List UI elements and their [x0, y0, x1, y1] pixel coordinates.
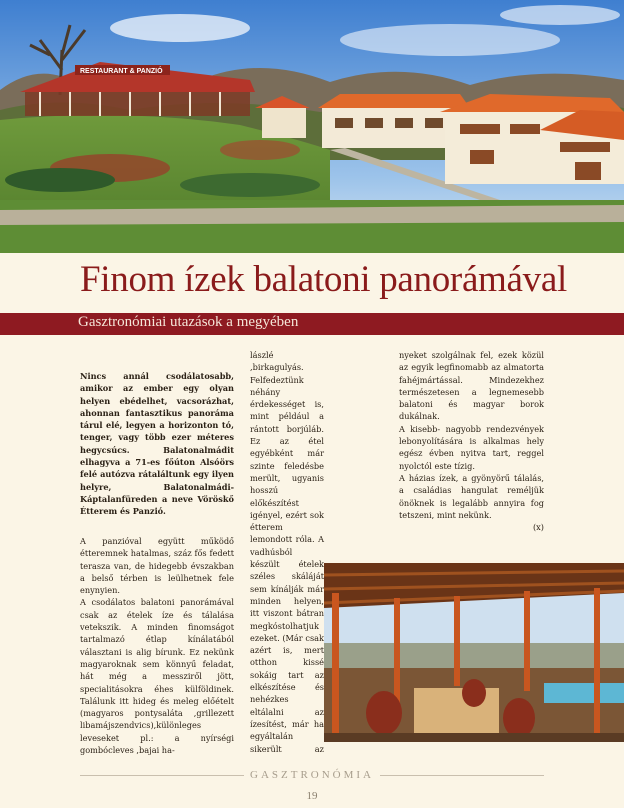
- lead-paragraph-block: [80, 370, 234, 518]
- subtitle-bar: [0, 313, 624, 335]
- body-paragraph: A kisebb- nagyobb rendezvények lebonyolítására is alkalmas hely egész évben nyitva tart, reggel nyolctól este tízig.: [399, 423, 544, 471]
- footer-section: [0, 769, 624, 781]
- body-paragraph: A panzióval együtt működő étteremnek hatalmas, száz fős fedett terasza van, de hidegebb évszakban a belső térben is leülhetnek fele enynyien.: [80, 536, 234, 596]
- author-signature: (x): [532, 522, 544, 533]
- lead-paragraph: Nincs annál csodálatosabb, amikor az ember egy olyan helyen ebédelhet, vacsorázhat, ahonnan fantasztikus panoráma tárul elé, legyen a horizonton tó, tenger, vagy több ezer méteres hegycsúcs. Balatonalmádit elhagyva a 71-es főúton Alsóörs felé autózva rátaláltunk egy ilyen helyre, Balatonalmádi-Káptalanfüreden a neve Vöröskő Étterem és Panzió.: [80, 371, 234, 517]
- article-title: Finom ízek balatoni panorámával: [80, 259, 567, 300]
- restaurant-sign: RESTAURANT & PANZIÓ: [80, 68, 163, 75]
- column-3: [399, 349, 544, 533]
- body-paragraph: A csodálatos balatoni panorámával csak az ételek íze és tálalása vetekszik. A minden finomságot tartalmazó étlap kínálatából választani is alig bírunk. Ez nekünk magyaroknak sem könnyű feladat, hát még a messziről jött, specialitásokra éhes külföldinek. Találunk itt hideg és meleg előételt (magyaros pontysaláta ,grillezett libamájszendvics),különleges leveseket pl.: a nyírségi gombócleves ,bajai ha-: [80, 597, 234, 756]
- terrace-photo: [324, 563, 624, 742]
- body-paragraph: lászlé ,birkagulyás. Felfedeztünk néhány érdekességet is, mint például a rántott borjúláb. Ez az étel egyébként már szinte feledésbe merült, ugyanis hosszú előkészítést igényel, ezért sok étterem lemondott róla. A vadhúsból készült ételek széles skáláját sem kínálják már minden helyen, itt viszont bátran megkóstolhatjuk ezeket. (Már csak azért is, mert otthon kissé sokáig tart az elkészítése és nehézkes eltálalni az ízesítést, már ha egyáltalán sikerült az: [250, 350, 324, 753]
- column-1: [80, 535, 234, 756]
- footer-section-label: GASZTRONÓMIA: [244, 769, 380, 781]
- body-paragraph: A házias ízek, a gyönyörű tálalás, a családias hangulat reméljük önöknek is legalább annyira fog tetszeni, mint nekünk.: [399, 472, 544, 520]
- article-subtitle: Gasztronómiai utazások a megyében: [78, 314, 299, 330]
- page-number: 19: [306, 790, 318, 802]
- body-paragraph: nyeket szolgálnak fel, ezek közül az egyik legfinomabb az almatorta fahéjmártással. Mindezekhez természetesen a legnemesebb balatoni és magyar borok dukálnak.: [399, 350, 544, 422]
- hero-photo: [0, 0, 624, 253]
